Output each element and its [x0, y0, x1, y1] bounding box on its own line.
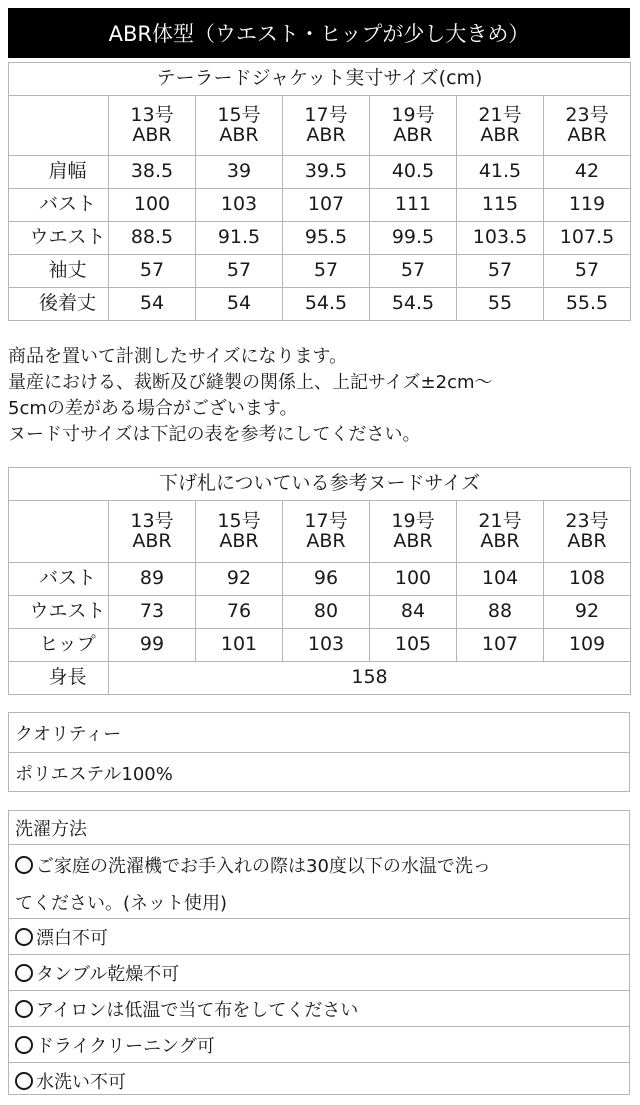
note-line: 商品を置いて計測したサイズになります。 — [8, 346, 348, 367]
table-cell: 105 — [370, 629, 457, 662]
table-row — [9, 156, 631, 189]
table-row — [9, 189, 631, 222]
table-cell: 108 — [544, 563, 631, 596]
table-cell: 88 — [457, 596, 544, 629]
table-cell: 100 — [109, 189, 196, 222]
circle-icon — [15, 1000, 33, 1018]
note-line: 5cmの差がある場合がございます。 — [8, 398, 298, 419]
note-line: 量産における、裁断及び縫製の関係上、上記サイズ±2cm～ — [8, 372, 493, 393]
washing-title: 洗濯方法 — [15, 818, 87, 840]
washing-item-text: ご家庭の洗濯機でお手入れの際は30度以下の水温で洗っ — [36, 856, 491, 877]
circle-icon — [15, 1072, 33, 1090]
row-label: 肩幅 — [9, 156, 109, 189]
washing-item-text: ドライクリーニング可 — [36, 1035, 215, 1057]
table-cell: 88.5 — [109, 222, 196, 255]
table-cell: 76 — [196, 596, 283, 629]
table-header-row — [9, 501, 631, 563]
table-cell: 42 — [544, 156, 631, 189]
table-cell: 92 — [544, 596, 631, 629]
table-row — [9, 222, 631, 255]
table-row — [9, 563, 631, 596]
table-cell: 103 — [283, 629, 370, 662]
washing-box — [8, 810, 630, 1095]
size-header: 21号 ABR — [457, 501, 544, 563]
washing-item-text: アイロンは低温で当て布をしてください — [36, 999, 359, 1021]
table-cell: 57 — [457, 255, 544, 288]
table-cell: 57 — [283, 255, 370, 288]
table-row — [9, 629, 631, 662]
banner-title: ABR体型（ウエスト・ヒップが少し大きめ） — [108, 22, 530, 46]
size-header: 23号 ABR — [544, 96, 631, 156]
circle-icon — [15, 1036, 33, 1054]
table-cell: 99 — [109, 629, 196, 662]
size-header: 17号 ABR — [283, 96, 370, 156]
circle-icon — [15, 964, 33, 982]
washing-item — [9, 1026, 629, 1062]
size-header: 21号 ABR — [457, 96, 544, 156]
quality-box — [8, 712, 630, 792]
row-label: 後着丈 — [9, 288, 109, 321]
table-row — [9, 288, 631, 321]
table-cell: 41.5 — [457, 156, 544, 189]
table-cell: 84 — [370, 596, 457, 629]
nude-table-caption: 下げ札についている参考ヌードサイズ — [9, 468, 631, 501]
washing-item — [9, 954, 629, 990]
row-label: ウエスト — [9, 596, 109, 629]
size-header: 23号 ABR — [544, 501, 631, 563]
washing-item-continuation — [9, 885, 629, 918]
height-value: 158 — [109, 662, 631, 695]
table-cell: 115 — [457, 189, 544, 222]
table-cell: 54.5 — [283, 288, 370, 321]
table-cell: 57 — [109, 255, 196, 288]
table-cell: 91.5 — [196, 222, 283, 255]
table-cell: 55 — [457, 288, 544, 321]
table-cell: 107 — [457, 629, 544, 662]
size-header: 19号 ABR — [370, 501, 457, 563]
note-line: ヌード寸サイズは下記の表を参考にしてください。 — [8, 424, 421, 445]
table-cell: 100 — [370, 563, 457, 596]
table-cell: 89 — [109, 563, 196, 596]
table-cell: 103 — [196, 189, 283, 222]
quality-title: クオリティー — [15, 723, 122, 745]
table-cell: 54.5 — [370, 288, 457, 321]
table-cell: 92 — [196, 563, 283, 596]
washing-item — [9, 918, 629, 954]
table-cell: 54 — [109, 288, 196, 321]
table-row — [9, 596, 631, 629]
table-cell: 39.5 — [283, 156, 370, 189]
nude-size-table — [8, 467, 631, 695]
row-label: 袖丈 — [9, 255, 109, 288]
page-banner — [8, 8, 630, 58]
quality-value: ポリエステル100% — [9, 752, 629, 792]
row-label: バスト — [9, 189, 109, 222]
size-header: 17号 ABR — [283, 501, 370, 563]
circle-icon — [15, 856, 33, 874]
washing-item-text: タンブル乾燥不可 — [36, 963, 180, 985]
washing-item-text: 漂白不可 — [36, 927, 108, 949]
table-cell: 119 — [544, 189, 631, 222]
table-cell: 57 — [370, 255, 457, 288]
table-cell: 38.5 — [109, 156, 196, 189]
table-cell: 107 — [283, 189, 370, 222]
table-cell: 99.5 — [370, 222, 457, 255]
garment-table-caption: テーラードジャケット実寸サイズ(cm) — [9, 63, 631, 96]
table-cell: 55.5 — [544, 288, 631, 321]
table-cell: 104 — [457, 563, 544, 596]
table-cell: 57 — [196, 255, 283, 288]
size-header: 13号 ABR — [109, 96, 196, 156]
table-cell: 109 — [544, 629, 631, 662]
circle-icon — [15, 928, 33, 946]
washing-item-text: 水洗い不可 — [36, 1071, 126, 1093]
washing-item — [9, 844, 629, 885]
size-header: 15号 ABR — [196, 96, 283, 156]
size-header: 13号 ABR — [109, 501, 196, 563]
table-cell: 39 — [196, 156, 283, 189]
measurement-notes — [8, 344, 630, 448]
table-cell: 96 — [283, 563, 370, 596]
table-header-row — [9, 96, 631, 156]
table-cell: 107.5 — [544, 222, 631, 255]
table-cell: 73 — [109, 596, 196, 629]
washing-item — [9, 1062, 629, 1098]
size-header: 19号 ABR — [370, 96, 457, 156]
size-header: 15号 ABR — [196, 501, 283, 563]
table-cell: 103.5 — [457, 222, 544, 255]
garment-size-table — [8, 62, 631, 321]
table-cell: 80 — [283, 596, 370, 629]
washing-item — [9, 990, 629, 1026]
table-row — [9, 662, 631, 695]
table-cell: 111 — [370, 189, 457, 222]
table-cell: 57 — [544, 255, 631, 288]
row-label: 身長 — [9, 662, 109, 695]
table-cell: 40.5 — [370, 156, 457, 189]
table-cell: 101 — [196, 629, 283, 662]
table-cell: 54 — [196, 288, 283, 321]
table-row — [9, 255, 631, 288]
row-label: ヒップ — [9, 629, 109, 662]
row-label: ウエスト — [9, 222, 109, 255]
table-cell: 95.5 — [283, 222, 370, 255]
washing-item-text: てください。(ネット使用) — [15, 892, 228, 914]
corner-cell — [9, 501, 109, 563]
corner-cell — [9, 96, 109, 156]
row-label: バスト — [9, 563, 109, 596]
